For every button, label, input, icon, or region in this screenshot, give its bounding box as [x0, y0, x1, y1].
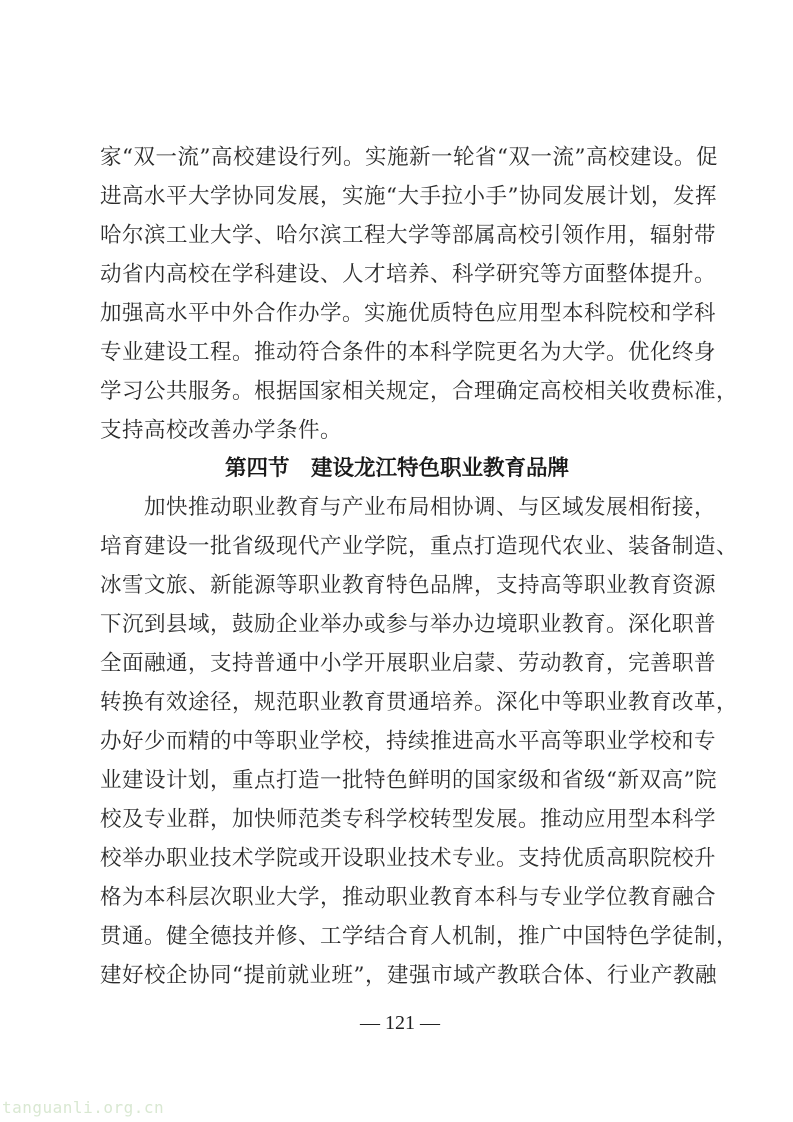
text-line: 冰雪文旅、新能源等职业教育特色品牌，支持高等职业教育资源 [100, 573, 717, 598]
text-line: 加强高水平中外合作办学。实施优质特色应用型本科院校和学科 [100, 301, 717, 326]
text-line: 转换有效途径，规范职业教育贯通培养。深化中等职业教育改革， [100, 690, 739, 715]
text-line: 办好少而精的中等职业学校，持续推进高水平高等职业学校和专 [100, 729, 717, 754]
text-line: 动省内高校在学科建设、人才培养、科学研究等方面整体提升。 [100, 262, 717, 287]
text-line: 专业建设工程。推动符合条件的本科学院更名为大学。优化终身 [100, 340, 717, 365]
text-line: 建好校企协同“提前就业班”，建强市域产教联合体、行业产教融 [100, 963, 717, 988]
text-line: 家“双一流”高校建设行列。实施新一轮省“双一流”高校建设。促 [100, 145, 718, 170]
text-line: 业建设计划，重点打造一批特色鲜明的国家级和省级“新双高”院 [100, 768, 717, 793]
text-line: 培育建设一批省级现代产业学院，重点打造现代农业、装备制造、 [100, 534, 739, 559]
section-heading: 第四节 建设龙江特色职业教育品牌 [224, 456, 569, 481]
text-line: 全面融通，支持普通中小学开展职业启蒙、劳动教育，完善职普 [100, 651, 717, 676]
text-line: 加快推动职业教育与产业布局相协调、与区域发展相衔接， [100, 495, 717, 520]
text-line: 哈尔滨工业大学、哈尔滨工程大学等部属高校引领作用，辐射带 [100, 223, 717, 248]
text-line: 支持高校改善办学条件。 [100, 418, 343, 443]
text-line: 格为本科层次职业大学，推动职业教育本科与专业学位教育融合 [100, 885, 717, 910]
text-line: 下沉到县域，鼓励企业举办或参与举办边境职业教育。深化职普 [100, 612, 717, 637]
text-line: 进高水平大学协同发展，实施“大手拉小手”协同发展计划，发挥 [100, 184, 717, 209]
text-line: 校举办职业技术学院或开设职业技术专业。支持优质高职院校升 [100, 846, 717, 871]
watermark: tanguanli.org.cn [2, 1098, 165, 1117]
page-number: — 121 — [360, 1012, 440, 1034]
text-line: 学习公共服务。根据国家相关规定，合理确定高校相关收费标准， [100, 379, 739, 404]
text-line: 贯通。健全德技并修、工学结合育人机制，推广中国特色学徒制， [100, 924, 739, 949]
text-line: 校及专业群，加快师范类专科学校转型发展。推动应用型本科学 [100, 807, 717, 832]
